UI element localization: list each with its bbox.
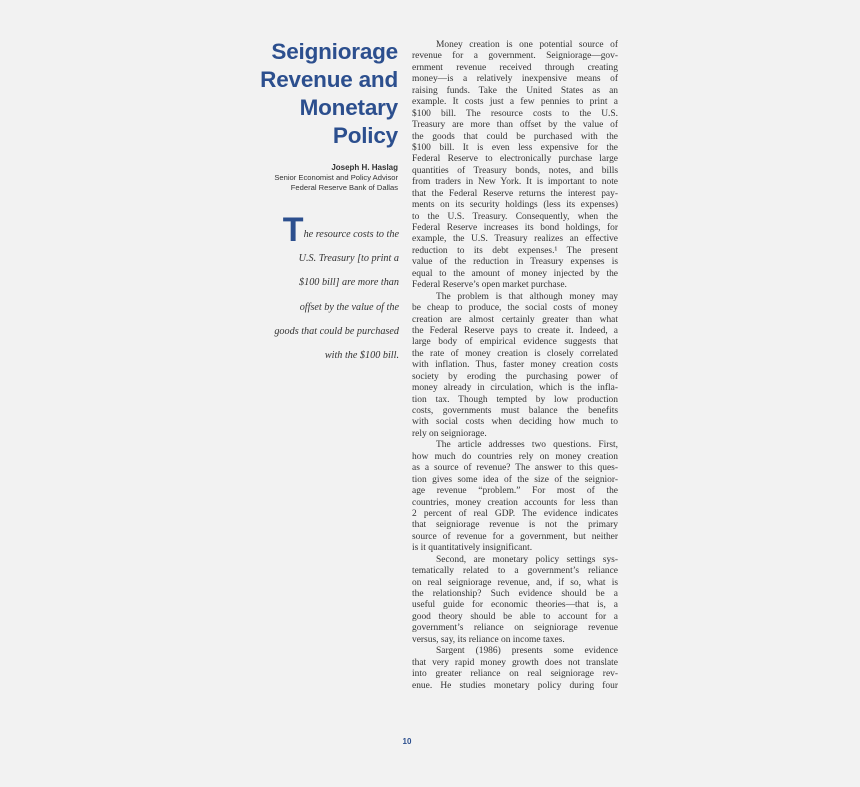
body-text-line: equal to the amount of money injected by the (412, 268, 618, 279)
body-text-line: value of the reduction in Treasury expenses is (412, 257, 618, 268)
body-text-line: versus, say, its reliance on income taxes. (412, 634, 565, 645)
author-name: Joseph H. Haslag (331, 163, 398, 172)
body-text-line: $100 bill. It is even less expensive for the (412, 142, 618, 153)
body-text-line: with social costs when deciding how much to (412, 417, 618, 428)
body-text-line: tion tax. Though tempted by low production (412, 394, 618, 405)
body-text-line: money already in circulation, which is the infla- (412, 383, 618, 394)
author-affiliation: Federal Reserve Bank of Dallas (290, 183, 398, 192)
body-text-line: Second, are monetary policy settings sys- (436, 554, 618, 565)
title-column (230, 38, 398, 193)
body-text-line: as a source of revenue? The answer to this ques- (412, 463, 618, 474)
body-text-line: enue. He studies monetary policy during four (412, 680, 618, 691)
body-text-line: that seigniorage revenue is not the primary (412, 520, 618, 531)
body-text-line: source of revenue for a government, but neither (412, 531, 618, 542)
body-text-line: Federal Reserve’s open market purchase. (412, 280, 567, 291)
body-text-line: the goods that could be purchased with the (412, 131, 618, 142)
body-text-line: that the Federal Reserve returns the interest pay- (412, 188, 618, 199)
pull-quote-line: $100 bill] are more than (299, 277, 399, 289)
body-text-line: quantities of Treasury bonds, notes, and bills (412, 165, 618, 176)
body-text-line: $100 bill. The resource costs to the U.S. (412, 108, 618, 119)
body-text-line: costs, governments must balance the benefits (412, 406, 618, 416)
body-text-line: large body of empirical evidence suggests that (412, 337, 618, 348)
body-text-line: is it quantitatively insignificant. (412, 543, 533, 554)
body-text-line: useful guide for economic theories—that is, a (412, 600, 618, 611)
body-text-line: ments on its security holdings (less its expenses) (412, 200, 618, 211)
pull-quote-line: offset by the value of the (299, 301, 399, 313)
pull-quote-text: he resource costs to the (303, 229, 399, 240)
body-text-line: the rate of money creation is closely correlated (412, 348, 618, 359)
body-text-line: example, the U.S. Treasury realizes an effective (412, 234, 618, 245)
article-title (230, 38, 398, 150)
body-text-line: Federal Reserve increases its bond holdings, for (412, 223, 618, 233)
body-text-line: on real seigniorage revenue, and, if so, what is (412, 577, 618, 588)
pull-quote-line (262, 211, 399, 249)
body-text-line: rely on seigniorage. (412, 428, 487, 439)
author-title: Senior Economist and Policy Advisor (274, 173, 398, 182)
body-text-line: ernment revenue received through creating (412, 62, 618, 73)
body-text-line: the relationship? Such evidence should be a (412, 589, 618, 599)
title-line: Revenue and (260, 67, 398, 92)
body-text-line: The problem is that although money may (436, 291, 618, 302)
body-text-line: tematically related to a government’s reliance (412, 566, 618, 577)
title-line: Monetary Policy (299, 95, 398, 148)
pull-quote-line: goods that could be purchased (274, 325, 399, 337)
body-text-line: creation are almost certainly greater than what (412, 314, 618, 325)
body-text-line: revenue for a government. Seigniorage—gov- (412, 51, 618, 62)
body-text-line: that very rapid money growth does not translate (412, 657, 618, 668)
page-number: 10 (402, 737, 412, 746)
body-text-line: money—is a relatively inexpensive means of (412, 74, 618, 85)
body-text-line: age revenue “problem.” For most of the (412, 486, 618, 497)
body-text-line: Federal Reserve to electronically purchase large (412, 154, 618, 165)
body-text-line: example. It costs just a few pennies to print a (412, 97, 618, 108)
pull-quote (262, 211, 399, 368)
body-text-line: be cheap to produce, the social costs of money (412, 303, 618, 314)
body-text-line: Treasury are more than offset by the value of (412, 120, 618, 131)
body-text-line: Sargent (1986) presents some evidence (436, 646, 618, 657)
body-text-line: tion gives some idea of the size of the seignior- (412, 474, 618, 485)
pull-quote-line: with the $100 bill. (324, 350, 399, 362)
body-text-line: raising funds. Take the United States as an (412, 85, 618, 96)
body-text-line: to the U.S. Treasury. Consequently, when the (412, 211, 618, 222)
author-byline (230, 163, 398, 193)
body-text-line: 2 percent of real GDP. The evidence indicates (412, 508, 618, 519)
body-text-line: with inflation. Thus, faster money creation costs (412, 360, 618, 371)
body-text-line: the Federal Reserve pays to create it. Indeed, a (412, 325, 618, 336)
body-text-line: The article addresses two questions. First, (436, 440, 618, 451)
drop-cap: T (282, 211, 304, 249)
body-text-line: from traders in New York. It is important to note (412, 177, 618, 188)
body-text-line: countries, money creation accounts for less than (412, 497, 618, 508)
body-text-line: how much do countries rely on money creation (412, 451, 618, 462)
body-text-line: government’s reliance on seigniorage revenue (412, 623, 618, 634)
body-text-line: society by eroding the purchasing power of (412, 371, 618, 382)
body-text-line: Money creation is one potential source of (436, 40, 618, 50)
body-text-line: good theory should be able to account for a (412, 611, 618, 622)
article-body (412, 40, 618, 692)
pull-quote-line: U.S. Treasury [to print a (298, 253, 399, 265)
body-text-line: into greater reliance on real seigniorage rev- (412, 669, 618, 680)
body-text-line: reduction to its debt expenses.¹ The present (412, 245, 618, 256)
title-line: Seigniorage (271, 39, 398, 64)
